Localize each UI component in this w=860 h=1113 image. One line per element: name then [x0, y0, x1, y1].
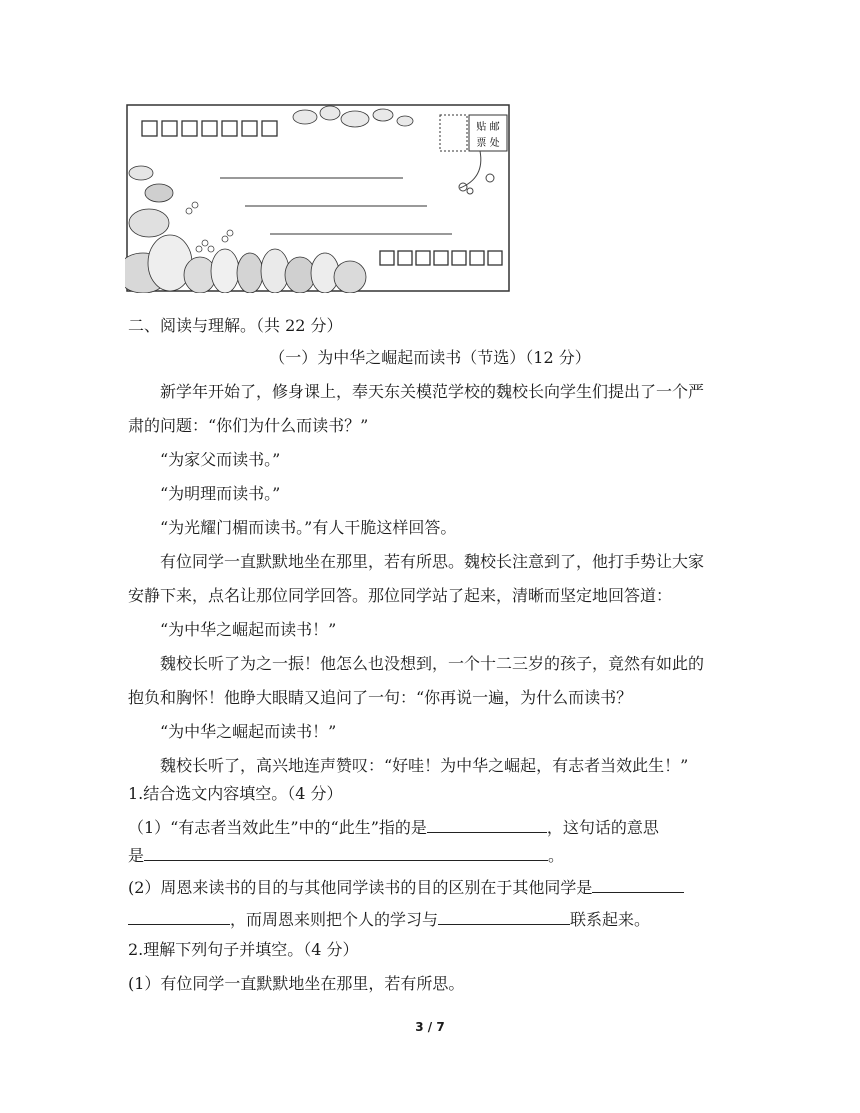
question-1-2: [128, 876, 684, 898]
question-1-1-text-d: 。: [548, 846, 565, 865]
envelope-illustration: [125, 103, 513, 293]
answer-blank[interactable]: [144, 844, 548, 861]
question-1-1-text-a: （1）“有志者当效此生”中的“此生”指的是: [128, 818, 427, 837]
passage-line: “为明理而读书。”: [160, 484, 281, 503]
passage-line: 新学年开始了，修身课上，奉天东关模范学校的魏校长向学生们提出了一个严: [160, 382, 705, 401]
passage-line: 魏校长听了为之一振！他怎么也没想到，一个十二三岁的孩子，竟然有如此的: [160, 654, 705, 673]
question-1-title: 1.结合选文内容填空。（4 分）: [128, 784, 343, 803]
question-2-title: 2.理解下列句子并填空。（4 分）: [128, 940, 359, 959]
passage-line: 抱负和胸怀！他睁大眼睛又追问了一句：“你再说一遍，为什么而读书？: [128, 688, 633, 707]
stamp-label-top: 贴 邮: [476, 122, 500, 133]
question-1-1-text-c: 是: [128, 846, 145, 865]
page-number: 3 / 7: [415, 1020, 445, 1034]
question-1-2-cont: [128, 908, 650, 930]
question-1-1-text-b: ，这句话的意思: [546, 818, 659, 837]
passage-line: 魏校长听了，高兴地连声赞叹：“好哇！为中华之崛起，有志者当效此生！”: [160, 756, 689, 775]
answer-blank[interactable]: [427, 816, 547, 833]
question-2-1: (1）有位同学一直默默地坐在那里，若有所思。: [128, 974, 465, 993]
answer-blank[interactable]: [438, 908, 570, 925]
answer-blank[interactable]: [128, 908, 230, 925]
question-1-2-text-b: ，而周恩来则把个人的学习与: [230, 910, 439, 929]
answer-blank[interactable]: [592, 876, 684, 893]
stamp-label-bottom: 票 处: [476, 138, 500, 149]
passage-line: 安静下来，点名让那位同学回答。那位同学站了起来，清晰而坚定地回答道：: [128, 586, 673, 605]
question-1-2-text-a: (2）周恩来读书的目的与其他同学读书的目的区别在于其他同学是: [128, 878, 593, 897]
passage-title: （一）为中华之崛起而读书（节选）（12 分）: [269, 348, 591, 367]
passage-line: “为光耀门楣而读书。”有人干脆这样回答。: [160, 518, 457, 537]
question-1-1-cont: [128, 844, 564, 866]
passage-line: 有位同学一直默默地坐在那里，若有所思。魏校长注意到了，他打手势让大家: [160, 552, 705, 571]
question-1-2-text-c: 联系起来。: [570, 910, 651, 929]
passage-line: “为中华之崛起而读书！”: [160, 722, 337, 741]
section-heading: 二、阅读与理解。（共 22 分）: [128, 316, 343, 335]
passage-line: 肃的问题：“你们为什么而读书？”: [128, 416, 369, 435]
passage-line: “为中华之崛起而读书！”: [160, 620, 337, 639]
passage-line: “为家父而读书。”: [160, 450, 281, 469]
question-1-1: [128, 816, 659, 838]
